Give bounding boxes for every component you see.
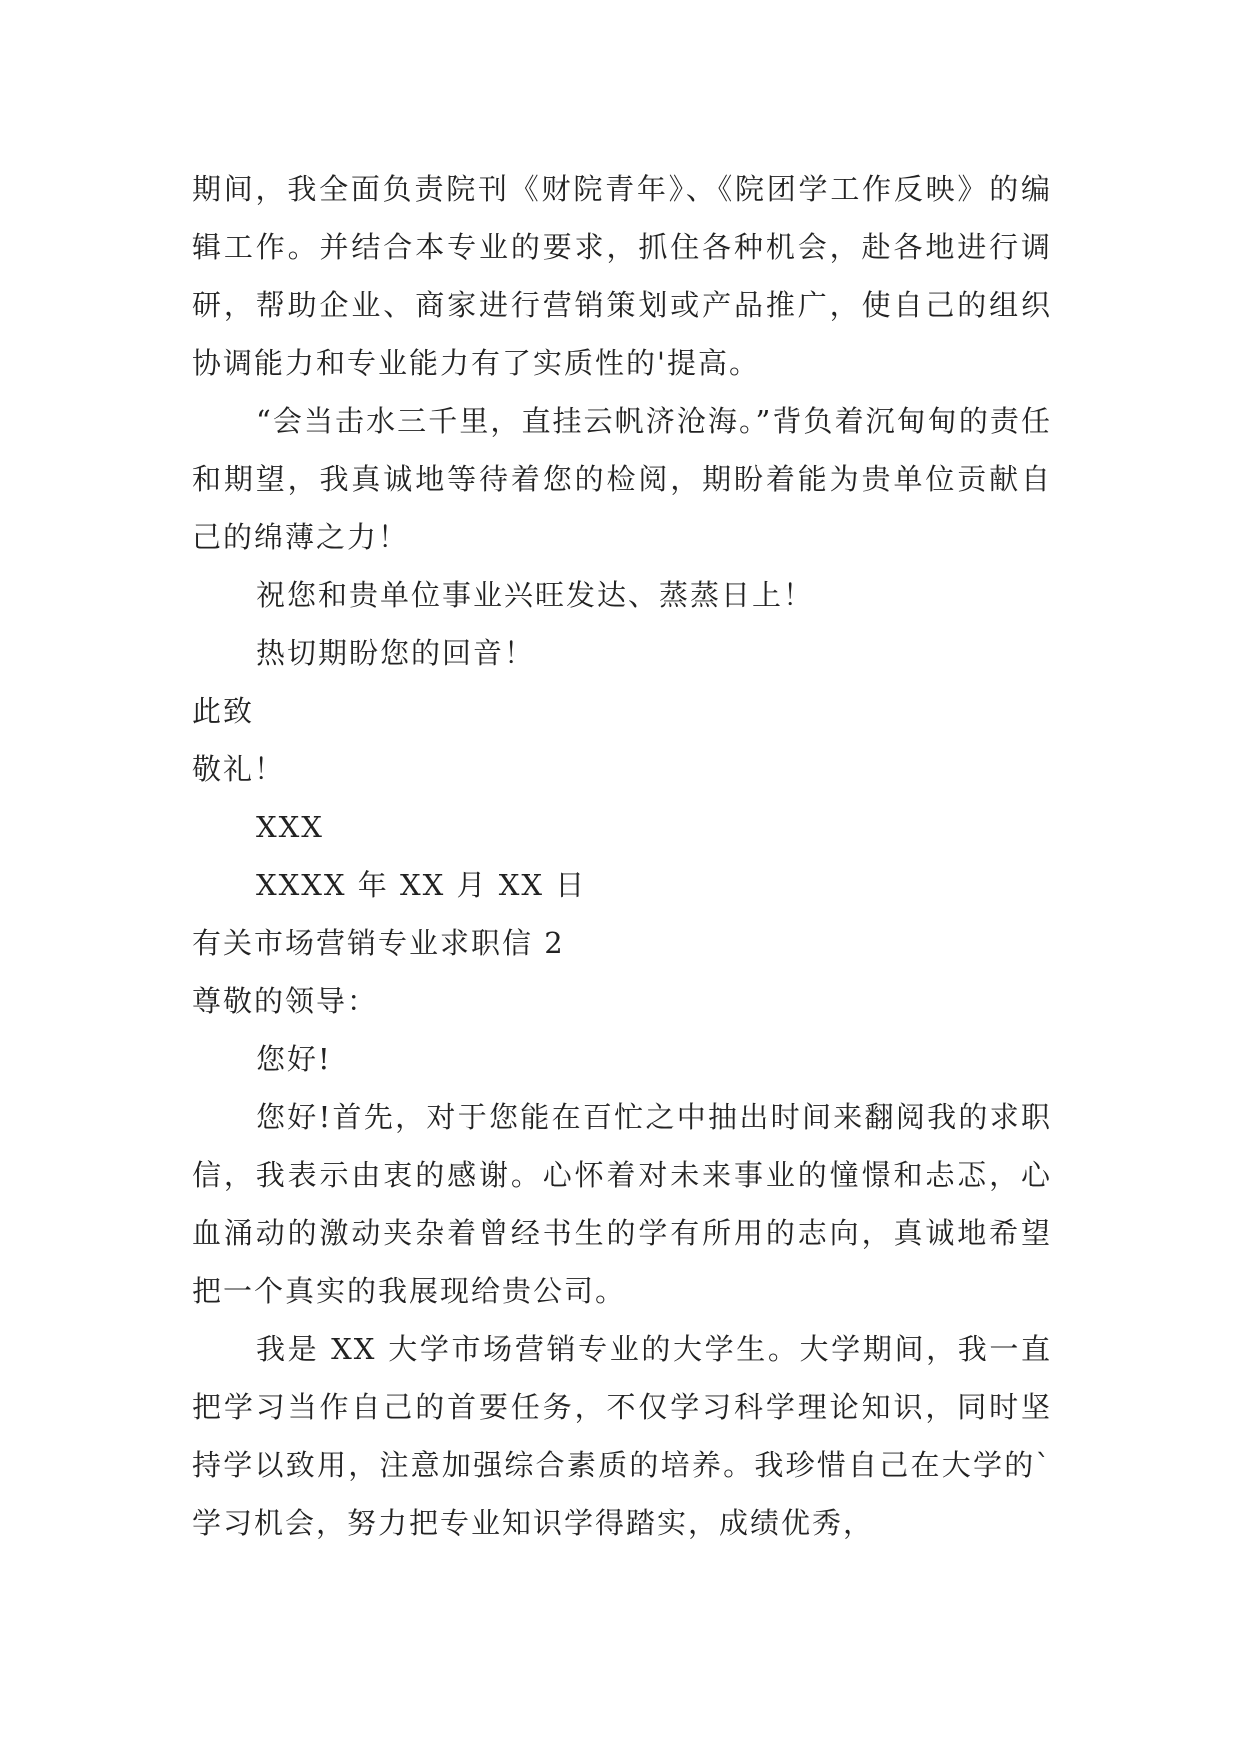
signature-date: XXXX 年 XX 月 XX 日 — [256, 868, 587, 902]
closing-salutation: 此致 — [192, 694, 255, 728]
paragraph-editing-work: 期间，我全面负责院刊《财院青年》、《院团学工作反映》的编辑工作。并结合本专业的要求，抓住各种机会，赴各地进行调研，帮助企业、商家进行营销策划或产品推广，使自己的组织协调能力和专业能力有了实质性的'提高。 — [192, 172, 1052, 380]
paragraph-introduction: 我是 XX 大学市场营销专业的大学生。大学期间，我一直把学习当作自己的首要任务，不仅学习科学理论知识，同时坚持学以致用，注意加强综合素质的培养。我珍惜自己在大学的`学习机会，努力把专业知识学得踏实，成绩优秀， — [192, 1332, 1052, 1540]
section-title: 有关市场营销专业求职信 2 — [192, 926, 565, 960]
greeting-hello: 您好! — [256, 1042, 332, 1076]
paragraph-reply: 热切期盼您的回音！ — [256, 636, 536, 670]
paragraph-quote: “会当击水三千里，直挂云帆济沧海。”背负着沉甸甸的责任和期望，我真诚地等待着您的检阅，期盼着能为贵单位贡献自己的绵薄之力！ — [192, 404, 1052, 554]
paragraph-wish: 祝您和贵单位事业兴旺发达、蒸蒸日上！ — [256, 578, 815, 612]
closing-regards: 敬礼！ — [192, 752, 286, 786]
greeting-recipient: 尊敬的领导： — [192, 984, 379, 1018]
signature-name: XXX — [256, 810, 324, 844]
paragraph-thanks: 您好!首先，对于您能在百忙之中抽出时间来翻阅我的求职信，我表示由衷的感谢。心怀着对未来事业的憧憬和忐忑，心血涌动的激动夹杂着曾经书生的学有所用的志向，真诚地希望把一个真实的我展现给贵公司。 — [192, 1100, 1052, 1308]
document-body — [192, 160, 1052, 1552]
